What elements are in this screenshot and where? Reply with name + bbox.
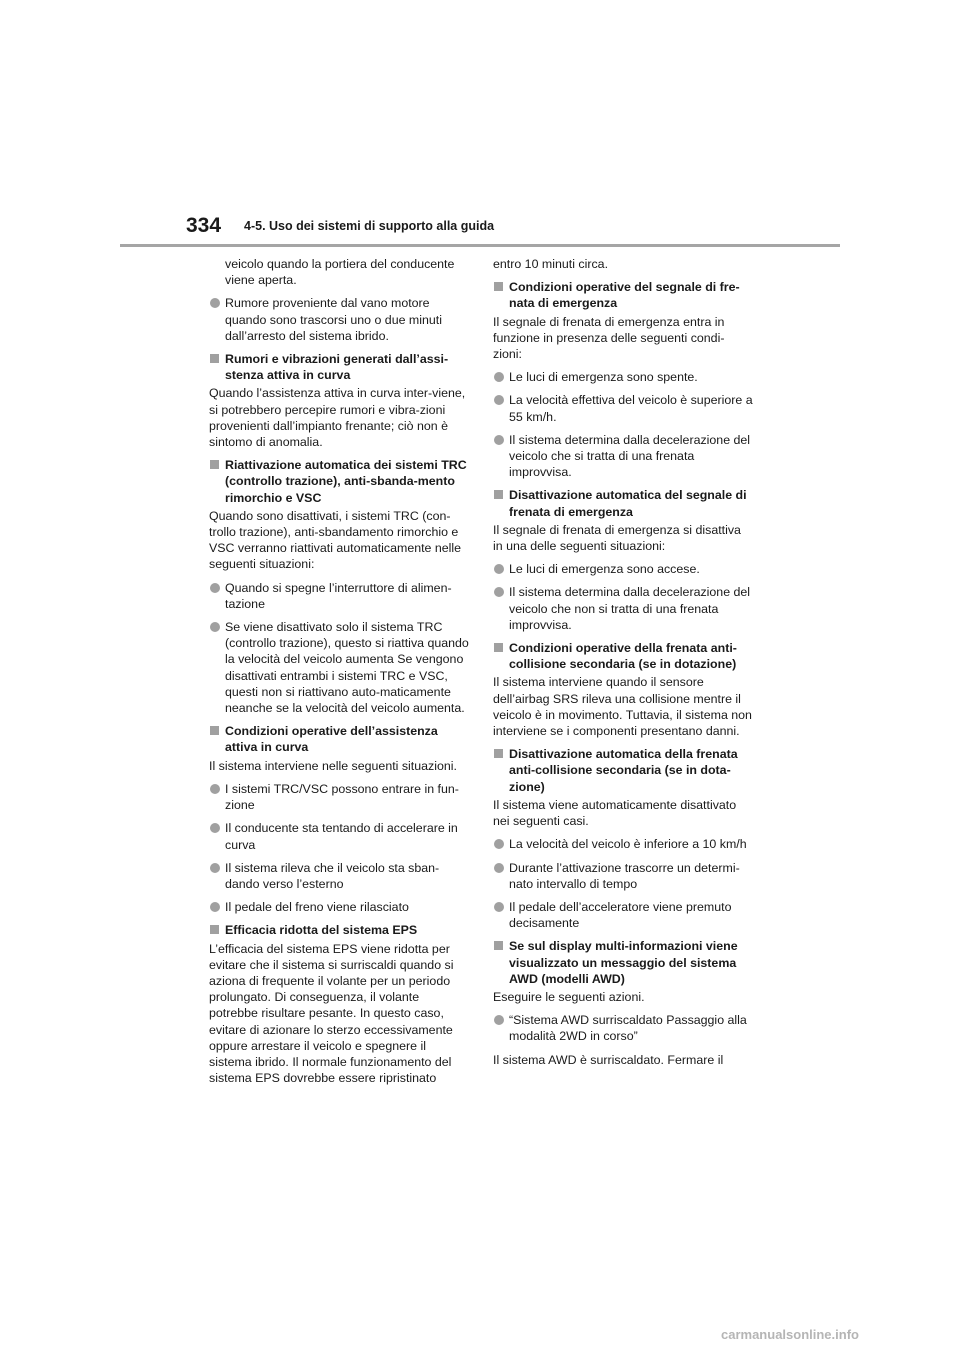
subsection-heading [493,640,753,672]
square-bullet-icon [210,460,219,469]
item-text: Rumore proveniente dal vano motore quando sono trascorsi uno o due minuti dall’arresto del sistema ibrido. [225,296,442,343]
bullet-dot-icon [494,902,504,912]
bullet-dot-icon [494,435,504,445]
bullet-item [209,295,471,344]
item-text: Il pedale dell’acceleratore viene premuto decisamente [509,899,732,931]
paragraph: Il sistema interviene quando il sensore dell’airbag SRS rileva una collisione mentre il veicolo è in movimento. Tuttavia, il sistema non interviene se i componenti presentano danni. [493,675,752,739]
bullet-dot-icon [494,839,504,849]
item-text: Il pedale del freno viene rilasciato [225,900,409,915]
item-text: Il sistema rileva che il veicolo sta sban-dando verso l’esterno [225,860,440,891]
bullet-dot-icon [494,372,504,382]
subsection-heading [493,746,753,795]
paragraph: Il segnale di frenata di emergenza entra in funzione in presenza delle seguenti condi-zioni: [493,314,725,362]
bullet-item [493,369,753,385]
subsection-heading [209,723,471,755]
paragraph: Il sistema viene automaticamente disattivato nei seguenti casi. [493,797,737,829]
bullet-dot-icon [494,863,504,873]
paragraph: Il sistema interviene nelle seguenti situazioni. [209,758,457,773]
page-number: 334 [186,214,222,237]
bullet-item [209,781,471,813]
left-column [209,256,471,1093]
subsection-heading [493,279,753,311]
bullet-item [493,584,753,633]
paragraph: Quando l’assistenza attiva in curva inter-viene, si potrebbero percepire rumori e vibra-zioni provenienti dall’impianto frenante; ciò non è sintomo di anomalia. [209,386,466,450]
bullet-item [493,860,753,892]
item-text: Il sistema determina dalla decelerazione del veicolo che si tratta di una frenata improvvisa. [509,432,751,480]
subsection-heading [493,487,753,519]
bullet-dot-icon [210,863,220,873]
paragraph: Il sistema AWD è surriscaldato. Fermare il [493,1052,724,1067]
bullet-item [209,899,471,915]
bullet-dot-icon [210,823,220,833]
square-bullet-icon [210,925,219,934]
item-text: Condizioni operative dell’assistenza attiva in curva [225,724,438,755]
paragraph: Quando sono disattivati, i sistemi TRC (con-trollo trazione), anti-sbandamento rimorchio e VSC verranno riattivati automaticamente nelle seguenti situazioni: [209,508,462,572]
item-text: Rumori e vibrazioni generati dall’assi-stenza attiva in curva [225,352,449,383]
subsection-heading [209,922,471,938]
paragraph: entro 10 minuti circa. [493,257,609,271]
item-text: La velocità effettiva del veicolo è superiore a 55 km/h. [509,393,753,424]
subsection-heading [493,938,753,987]
item-text: Condizioni operative della frenata anti-collisione secondaria (se in dotazione) [509,641,737,672]
item-text: La velocità del veicolo è inferiore a 10 km/h [509,837,747,852]
square-bullet-icon [494,490,503,499]
square-bullet-icon [210,354,219,363]
bullet-dot-icon [494,587,504,597]
item-text: Le luci di emergenza sono accese. [509,562,700,577]
paragraph: Eseguire le seguenti azioni. [493,989,645,1004]
item-text: Disattivazione automatica del segnale di frenata di emergenza [509,488,747,519]
bullet-dot-icon [494,564,504,574]
bullet-item [209,619,471,716]
item-text: “Sistema AWD surriscaldato Passaggio alla modalità 2WD in corso” [509,1013,747,1044]
bullet-dot-icon [210,902,220,912]
bullet-item [209,860,471,892]
item-text: Quando si spegne l’interruttore di alimen-tazione [225,580,452,611]
subsection-heading [209,457,471,506]
paragraph: L’efficacia del sistema EPS viene ridotta per evitare che il sistema si surriscaldi quando si aziona di frequente il volante per un periodo prolungato. Di conseguenza, il volante potrebbe risultare pesante. In questo caso, evitare di azionare lo sterzo eccessivamente oppure arrestare il veicolo e spegnere il sistema ibrido. Il normale funzionamento del sistema EPS dovrebbe essere ripristinato [209,941,454,1086]
item-text: Durante l’attivazione trascorre un determi-nato intervallo di tempo [509,860,740,891]
right-column [493,256,753,1075]
square-bullet-icon [494,282,503,291]
bullet-item [493,432,753,481]
subsection-heading [209,351,471,383]
section-title: 4-5. Uso dei sistemi di supporto alla guida [244,219,495,233]
square-bullet-icon [210,726,219,735]
bullet-dot-icon [494,1015,504,1025]
item-text: Il sistema determina dalla decelerazione del veicolo che non si tratta di una frenata improvvisa. [509,585,751,632]
paragraph: veicolo quando la portiera del conducente viene aperta. [225,257,455,288]
square-bullet-icon [494,749,503,758]
header-divider [120,244,840,247]
item-text: I sistemi TRC/VSC possono entrare in fun-zione [225,781,459,813]
bullet-item [493,392,753,424]
bullet-item [209,580,471,612]
bullet-item [493,899,753,931]
bullet-dot-icon [210,622,220,632]
bullet-item [209,820,471,852]
item-text: Se sul display multi-informazioni viene visualizzato un messaggio del sistema AWD (modelli AWD) [509,939,738,986]
watermark-link[interactable]: carmanualsonline.info [721,1327,859,1342]
item-text: Condizioni operative del segnale di fre-nata di emergenza [509,280,740,311]
item-text: Disattivazione automatica della frenata anti-collisione secondaria (se in dota-zione) [509,747,738,794]
paragraph: Il segnale di frenata di emergenza si disattiva in una delle seguenti situazioni: [493,522,741,554]
bullet-item [493,1012,753,1044]
bullet-dot-icon [210,583,220,593]
item-text: Le luci di emergenza sono spente. [509,370,698,385]
bullet-dot-icon [210,298,220,308]
bullet-item [493,561,753,577]
item-text: Il conducente sta tentando di accelerare in curva [225,821,458,852]
bullet-item [493,836,753,852]
bullet-dot-icon [210,784,220,794]
bullet-dot-icon [494,395,504,405]
item-text: Efficacia ridotta del sistema EPS [225,923,418,938]
item-text: Se viene disattivato solo il sistema TRC (controllo trazione), questo si riattiva quando la velocità del veicolo aumenta Se vengono disattivati entrambi i sistemi TRC e VSC, questi non si riattivano auto-maticamente neanche se la velocità del veicolo aumenta. [225,620,469,716]
square-bullet-icon [494,643,503,652]
item-text: Riattivazione automatica dei sistemi TRC (controllo trazione), anti-sbanda-mento rimorchio e VSC [225,458,467,505]
square-bullet-icon [494,941,503,950]
